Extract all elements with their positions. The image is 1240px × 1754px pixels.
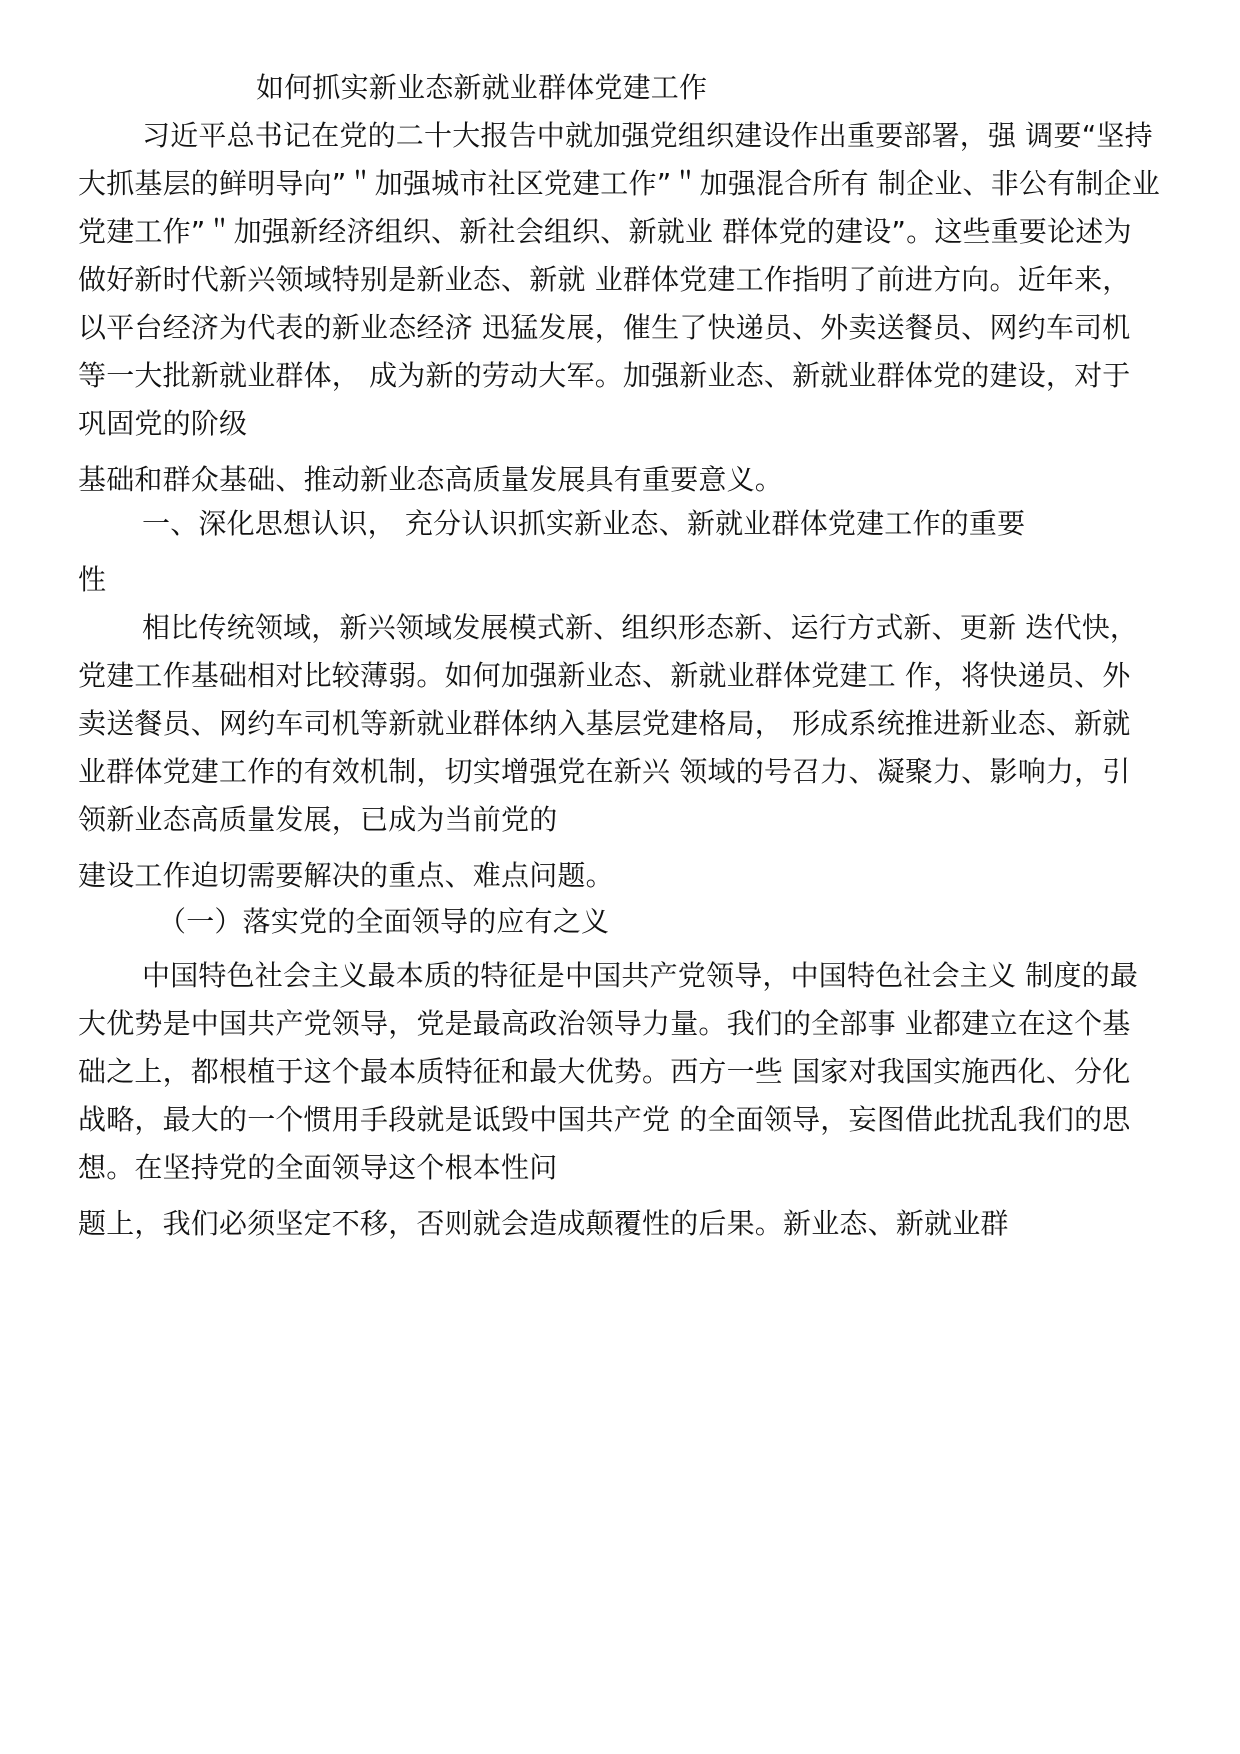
text-line: 业群体党建工作的有效机制，切实增强党在新兴 领域的号召力、凝聚力、影响力，引	[78, 755, 1131, 788]
text-line: 等一大批新就业群体， 成为新的劳动大军。加强新业态、新就业群体党的建设，对于	[78, 359, 1131, 392]
text-line: 卖送餐员、网约车司机等新就业群体纳入基层党建格局， 形成系统推进新业态、新就	[78, 707, 1131, 740]
section-heading: 一、深化思想认识， 充分认识抓实新业态、新就业群体党建工作的重要	[142, 507, 1026, 540]
text-line: 领新业态高质量发展，已成为当前党的	[78, 803, 558, 836]
text-line: 建设工作迫切需要解决的重点、难点问题。	[78, 859, 614, 892]
document-title: 如何抓实新业态新就业群体党建工作	[256, 71, 708, 104]
text-line: 础之上，都根植于这个最本质特征和最大优势。西方一些 国家对我国实施西化、分化	[78, 1055, 1131, 1088]
text-line: 做好新时代新兴领域特别是新业态、新就 业群体党建工作指明了前进方向。近年来，	[78, 263, 1131, 296]
text-line: 党建工作基础相对比较薄弱。如何加强新业态、新就业群体党建工 作，将快递员、外	[78, 659, 1131, 692]
text-line: 大优势是中国共产党领导，党是最高政治领导力量。我们的全部事 业都建立在这个基	[78, 1007, 1131, 1040]
text-line: 战略，最大的一个惯用手段就是诋毁中国共产党 的全面领导，妄图借此扰乱我们的思	[78, 1103, 1131, 1136]
text-line: 党建工作”＂加强新经济组织、新社会组织、新就业 群体党的建设”。这些重要论述为	[78, 215, 1132, 248]
text-line: 习近平总书记在党的二十大报告中就加强党组织建设作出重要部署，强 调要“坚持	[142, 119, 1153, 152]
text-line: 中国特色社会主义最本质的特征是中国共产党领导，中国特色社会主义 制度的最	[142, 959, 1139, 992]
subsection-heading: （一）落实党的全面领导的应有之义	[158, 905, 610, 938]
text-line: 以平台经济为代表的新业态经济 迅猛发展，催生了快递员、外卖送餐员、网约车司机	[78, 311, 1131, 344]
text-line: 相比传统领域，新兴领域发展模式新、组织形态新、运行方式新、更新 迭代快，	[142, 611, 1139, 644]
text-line: 大抓基层的鲜明导向”＂加强城市社区党建工作”＂加强混合所有 制企业、非公有制企业	[78, 167, 1160, 200]
text-line: 题上，我们必须坚定不移，否则就会造成颠覆性的后果。新业态、新就业群	[78, 1207, 1009, 1240]
text-line: 巩固党的阶级	[78, 407, 248, 440]
text-line: 想。在坚持党的全面领导这个根本性问	[78, 1151, 558, 1184]
section-heading-continuation: 性	[78, 563, 107, 596]
text-line: 基础和群众基础、推动新业态高质量发展具有重要意义。	[78, 463, 784, 496]
